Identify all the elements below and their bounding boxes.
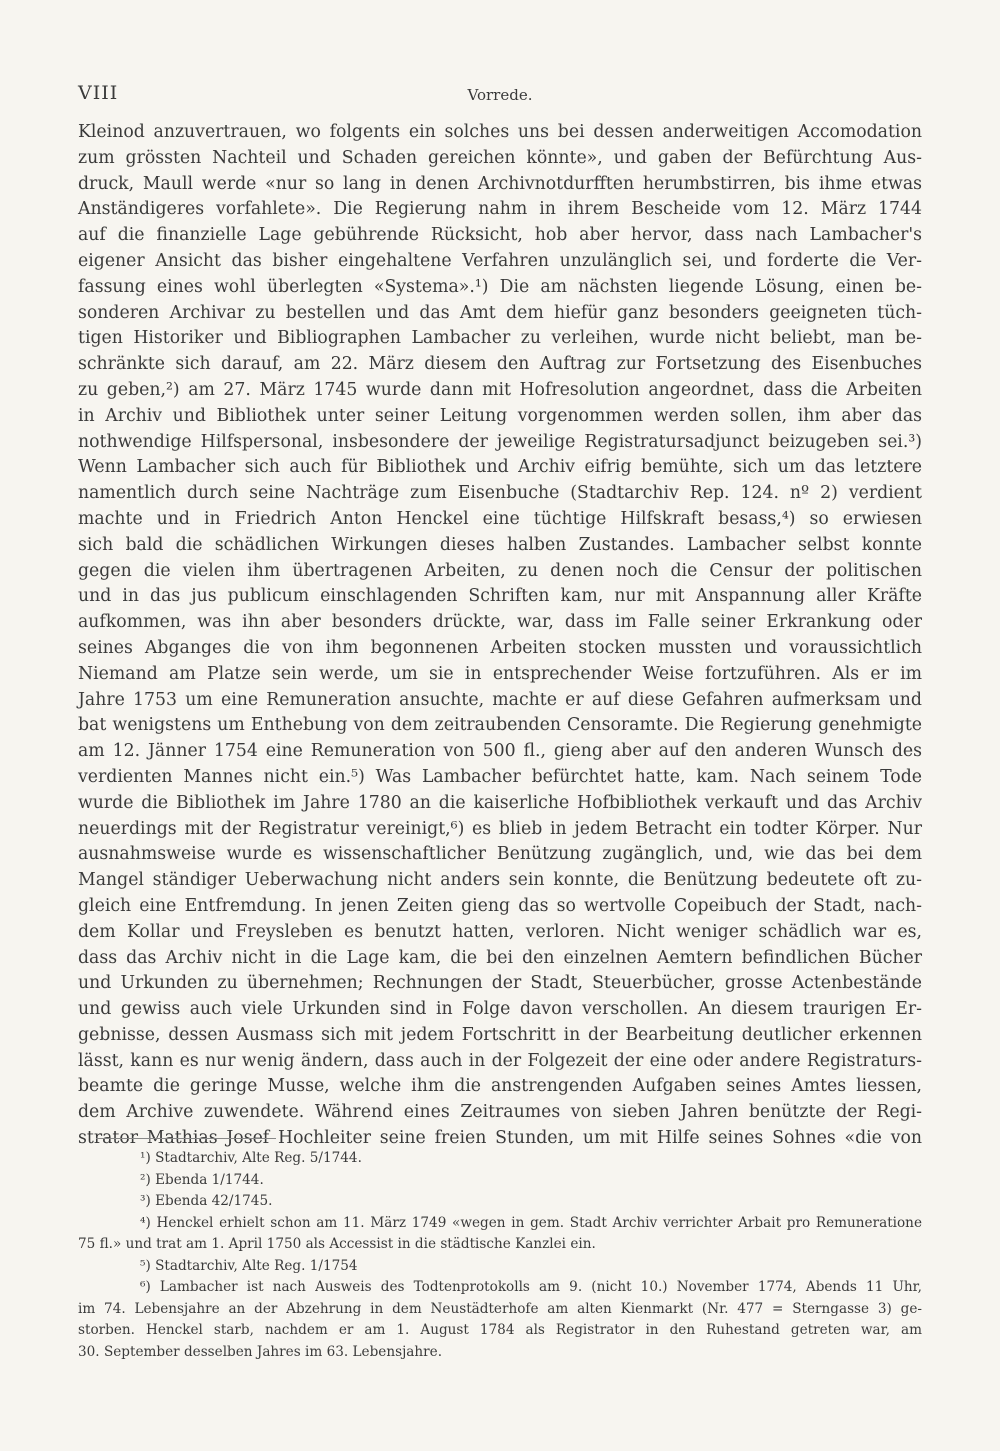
body-line: dem Kollar und Freysleben es benutzt hatten, verloren. Nicht weniger schädlich war es, bbox=[78, 921, 922, 942]
footnote-line: ⁴) Henckel erhielt schon am 11. März 1749 «wegen in gem. Stadt Archiv verrichter Arbait pro Remuneratione bbox=[140, 1214, 922, 1231]
footnote-line: ⁶) Lambacher ist nach Ausweis des Todtenprotokolls am 9. (nicht 10.) November 1774, Abends 11 Uhr, bbox=[140, 1279, 922, 1295]
body-line: eigener Ansicht das bisher eingehaltene Verfahren unzulänglich sei, und forderte die Ver- bbox=[78, 250, 922, 271]
body-line: sich bald die schädlichen Wirkungen dieses halben Zustandes. Lambacher selbst konnte bbox=[78, 534, 922, 555]
body-line: bat wenigstens um Enthebung von dem zeitraubenden Censoramte. Die Regierung genehmigte bbox=[78, 715, 922, 736]
body-line: Wenn Lambacher sich auch für Bibliothek und Archiv eifrig bemühte, sich um das letztere bbox=[78, 457, 922, 478]
footnote-line: storben. Henckel starb, nachdem er am 1. August 1784 als Registrator in den Ruhestand getreten war, am bbox=[78, 1322, 922, 1338]
footnote-line: 75 fl.» und trat am 1. April 1750 als Accessist in die städtische Kanzlei ein. bbox=[78, 1236, 596, 1252]
body-text bbox=[78, 120, 922, 1152]
body-line: strator Mathias Josef Hochleiter seine freien Stunden, um mit Hilfe seines Sohnes «die von bbox=[78, 1128, 922, 1149]
body-line: nothwendige Hilfspersonal, insbesondere der jeweilige Registratursadjunct beizugeben sei.³) bbox=[78, 431, 922, 452]
body-line: aufkommen, was ihn aber besonders drückte, war, dass im Falle seiner Erkrankung oder bbox=[78, 612, 922, 633]
body-line: sonderen Archivar zu bestellen und das Amt dem hiefür ganz besonders geeigneten tüch- bbox=[78, 302, 922, 323]
body-line: verdienten Mannes nicht ein.⁵) Was Lambacher befürchtet hatte, kam. Nach seinem Tode bbox=[78, 766, 922, 787]
body-line: Jahre 1753 um eine Remuneration ansuchte, machte er auf diese Gefahren aufmerksam und bbox=[78, 689, 922, 710]
body-line: Mangel ständiger Ueberwachung nicht anders sein konnte, die Benützung bedeutete oft zu- bbox=[78, 870, 922, 891]
body-line: Kleinod anzuvertrauen, wo folgents ein solches uns bei dessen anderweitigen Accomodation bbox=[78, 122, 922, 142]
running-title: Vorrede. bbox=[467, 86, 533, 104]
footnote-line: ¹) Stadtarchiv, Alte Reg. 5/1744. bbox=[140, 1150, 362, 1166]
footnote-line: im 74. Lebensjahre an der Abzehrung in dem Neustädterhofe am alten Kienmarkt (Nr. 477 = Sterngasse 3) ge- bbox=[78, 1300, 922, 1317]
body-line: lässt, kann es nur wenig ändern, dass auch in der Folgezeit der eine oder andere Registraturs- bbox=[78, 1050, 922, 1071]
body-line: dass das Archiv nicht in die Lage kam, die bei den einzelnen Aemtern befindlichen Bücher bbox=[78, 947, 922, 968]
body-line: auf die finanzielle Lage gebührende Rücksicht, hob aber hervor, dass nach Lambacher's bbox=[78, 225, 922, 246]
body-line: und Urkunden zu übernehmen; Rechnungen der Stadt, Steuerbücher, grosse Actenbestände bbox=[78, 973, 922, 994]
body-line: schränkte sich darauf, am 22. März diesem den Auftrag zur Fortsetzung des Eisenbuches bbox=[78, 354, 922, 375]
body-line: dem Archive zuwendete. Während eines Zeitraumes von sieben Jahren benützte der Regi- bbox=[78, 1102, 922, 1123]
body-line: am 12. Jänner 1754 eine Remuneration von 500 fl., gieng aber auf den anderen Wunsch des bbox=[78, 741, 922, 762]
body-line: druck, Maull werde «nur so lang in denen Archivnotdurfften herumbstirren, bis ihme etwas bbox=[78, 173, 922, 194]
body-line: wurde die Bibliothek im Jahre 1780 an die kaiserliche Hofbibliothek verkauft und das Archiv bbox=[78, 792, 922, 813]
page-header bbox=[78, 82, 922, 112]
body-line: namentlich durch seine Nachträge zum Eisenbuche (Stadtarchiv Rep. 124. nº 2) verdient bbox=[78, 483, 922, 504]
body-line: gegen die vielen ihm übertragenen Arbeiten, zu denen noch die Censur der politischen bbox=[78, 560, 922, 581]
body-line: fassung eines wohl überlegten «Systema».¹) Die am nächsten liegende Lösung, einen be- bbox=[78, 276, 922, 297]
footnote-line: 30. September desselben Jahres im 63. Lebensjahre. bbox=[78, 1343, 443, 1360]
body-line: und in das jus publicum einschlagenden Schriften kam, nur mit Anspannung aller Kräfte bbox=[78, 586, 922, 607]
footnote-line: ²) Ebenda 1/1744. bbox=[140, 1171, 264, 1188]
body-line: Anständigeres vorfahlete». Die Regierung nahm in ihrem Bescheide vom 12. März 1744 bbox=[78, 199, 922, 220]
body-line: zu geben,²) am 27. März 1745 wurde dann mit Hofresolution angeordnet, dass die Arbeiten bbox=[78, 379, 922, 400]
body-line: neuerdings mit der Registratur vereinigt,⁶) es blieb in jedem Betracht ein todter Körper. Nur bbox=[78, 818, 922, 839]
body-line: machte und in Friedrich Anton Henckel eine tüchtige Hilfskraft besass,⁴) so erwiesen bbox=[78, 508, 922, 529]
body-line: beamte die geringe Musse, welche ihm die anstrengenden Aufgaben seines Amtes liessen, bbox=[78, 1076, 922, 1097]
footnote-line: ³) Ebenda 42/1745. bbox=[140, 1193, 273, 1209]
body-line: gleich eine Entfremdung. In jenen Zeiten gieng das so wertvolle Copeibuch der Stadt, nach- bbox=[78, 895, 922, 916]
footnote-rule bbox=[96, 1138, 276, 1139]
body-line: in Archiv und Bibliothek unter seiner Leitung vorgenommen werden sollen, ihm aber das bbox=[78, 405, 922, 426]
footnote-line: ⁵) Stadtarchiv, Alte Reg. 1/1754 bbox=[140, 1257, 358, 1274]
body-line: gebnisse, dessen Ausmass sich mit jedem Fortschritt in der Bearbeitung deutlicher erkennen bbox=[78, 1024, 922, 1045]
body-line: Niemand am Platze sein werde, um sie in entsprechender Weise fortzuführen. Als er im bbox=[78, 663, 922, 684]
body-line: tigen Historiker und Bibliographen Lambacher zu verleihen, wurde nicht beliebt, man be- bbox=[78, 328, 922, 349]
body-line: zum grössten Nachteil und Schaden gereichen könnte», und gaben der Befürchtung Aus- bbox=[78, 147, 922, 168]
footnotes bbox=[78, 1148, 922, 1363]
body-line: seines Abganges die von ihm begonnenen Arbeiten stocken mussten und voraussichtlich bbox=[78, 637, 922, 658]
body-line: und gewiss auch viele Urkunden sind in Folge davon verschollen. An diesem traurigen Er- bbox=[78, 999, 922, 1020]
page-number: VIII bbox=[78, 82, 119, 104]
body-line: ausnahmsweise wurde es wissenschaftlicher Benützung zugänglich, und, wie das bei dem bbox=[78, 844, 922, 865]
